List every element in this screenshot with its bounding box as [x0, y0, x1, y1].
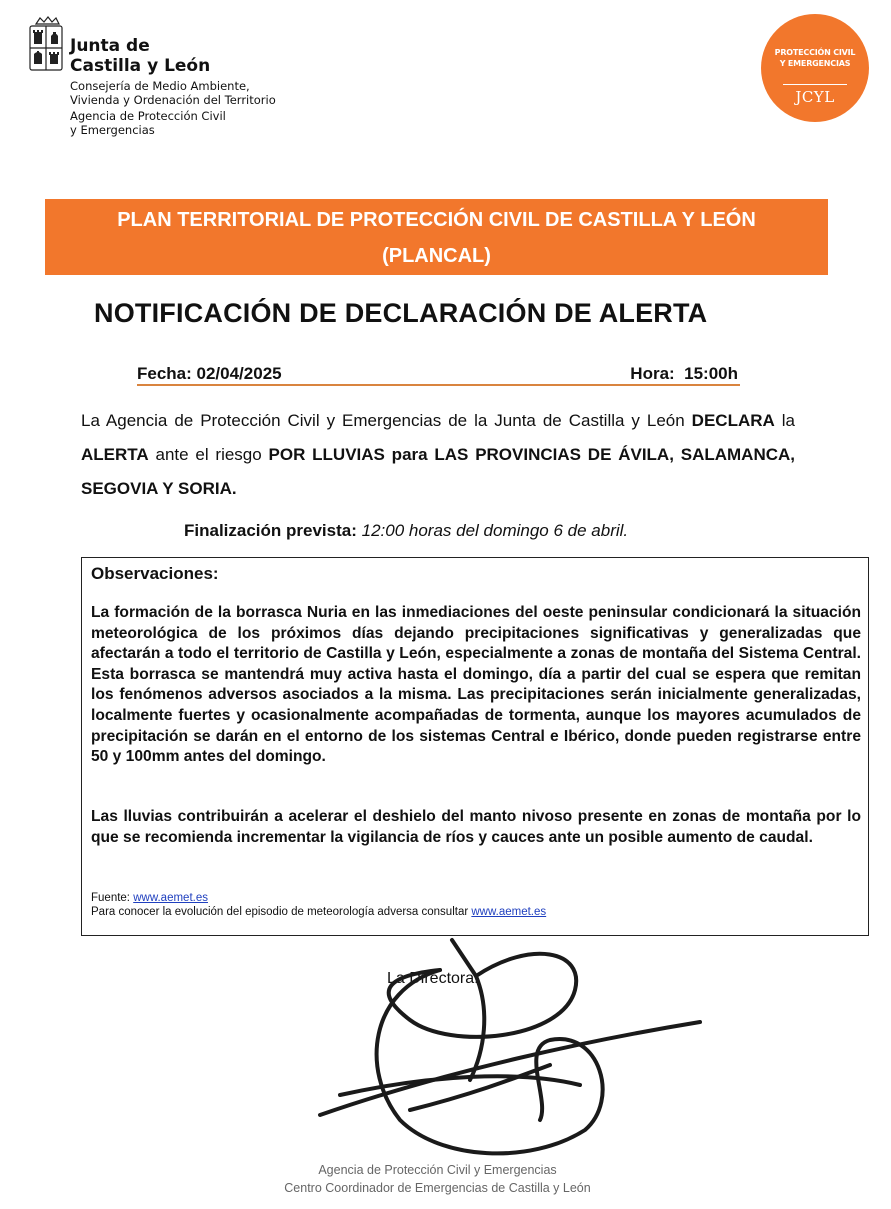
agency-line1: Agencia de Protección Civil	[70, 109, 226, 123]
finalization-label: Finalización prevista:	[184, 521, 357, 540]
plan-banner	[45, 199, 828, 275]
jcyl-logo	[26, 14, 326, 144]
date-value: Fecha: 02/04/2025	[137, 364, 282, 383]
agency-line2: y Emergencias	[70, 122, 155, 137]
badge-divider	[783, 84, 847, 85]
observations-paragraph: Las lluvias contribuirán a acelerar el deshielo del manto nivoso presente en zonas de montaña por lo que se recomienda incrementar la vigilancia de ríos y cauces ante un posible aumento de caudal.	[91, 808, 861, 846]
alerta-text: ALERTA	[81, 445, 149, 464]
aemet-link[interactable]: www.aemet.es	[471, 906, 547, 918]
source-line	[91, 891, 208, 905]
finalization-value: 12:00 horas del domingo 6 de abril.	[356, 521, 629, 540]
coat-of-arms-icon	[26, 14, 66, 76]
declaration-text	[81, 404, 795, 506]
director-label: La Directora:	[387, 970, 479, 987]
intro-text: ante el riesgo	[148, 445, 269, 464]
intro-text: La Agencia de Protección Civil y Emergencias de la Junta de Castilla y León	[81, 411, 692, 430]
observations-paragraph: La formación de la borrasca Nuria en las inmediaciones del oeste peninsular condicionará la situación meteorológica de los próximos días dejando precipitaciones significativas y generalizadas que afectarán a todo el territorio de Castilla y León, especialmente a zonas de montaña del Sistema Central. Esta borrasca se mantendrá muy activa hasta el domingo, día a partir del cual se espera que remitan los fenómenos adversos asociados a la misma. Las precipitaciones serán inicialmente generalizadas, localmente fuertes y ocasionalmente acompañadas de tormenta, aunque los mayores acumulados de precipitación se darán en el entorno de los sistemas Central e Ibérico, donde pueden registrarse entre 50 y 100mm antes del domingo.	[91, 604, 861, 766]
declara-text: DECLARA	[691, 411, 775, 430]
department-line1: Consejería de Medio Ambiente,	[70, 79, 250, 93]
org-name-line1: Junta de	[70, 36, 150, 56]
civil-protection-badge	[761, 14, 869, 122]
evolution-line	[91, 905, 546, 919]
badge-line1: PROTECCIÓN CIVIL	[774, 48, 856, 57]
aemet-link[interactable]: www.aemet.es	[133, 892, 208, 904]
observations-title: Observaciones:	[91, 564, 219, 583]
org-name	[70, 36, 210, 76]
evolution-text: Para conocer la evolución del episodio de meteorología adversa consultar	[91, 906, 472, 918]
page-title: NOTIFICACIÓN DE DECLARACIÓN DE ALERTA	[94, 298, 708, 328]
footer-center: Centro Coordinador de Emergencias de Castilla y León	[284, 1181, 591, 1195]
signature-image	[300, 930, 720, 1170]
observations-box	[81, 557, 869, 936]
finalization-line	[184, 521, 628, 541]
org-name-line2: Castilla y León	[70, 56, 211, 76]
source-label: Fuente:	[91, 892, 134, 904]
intro-text: la	[774, 411, 795, 430]
badge-line2: Y EMERGENCIAS	[779, 59, 851, 68]
banner-line1: PLAN TERRITORIAL DE PROTECCIÓN CIVIL DE CASTILLA Y LEÓN	[117, 209, 756, 231]
date-time-line	[137, 362, 740, 386]
footer-agency: Agencia de Protección Civil y Emergencias	[318, 1163, 557, 1177]
department-name	[70, 80, 276, 107]
banner-line2: (PLANCAL)	[382, 245, 491, 267]
badge-jcyl-text: JCYL	[795, 88, 835, 106]
time-value: Hora: 15:00h	[630, 364, 738, 383]
department-line2: Vivienda y Ordenación del Territorio	[70, 92, 276, 107]
risk-text: POR LLUVIAS para LAS PROVINCIAS DE ÁVILA, SALAMANCA, SEGOVIA Y SORIA.	[81, 445, 795, 498]
agency-name	[70, 110, 226, 137]
